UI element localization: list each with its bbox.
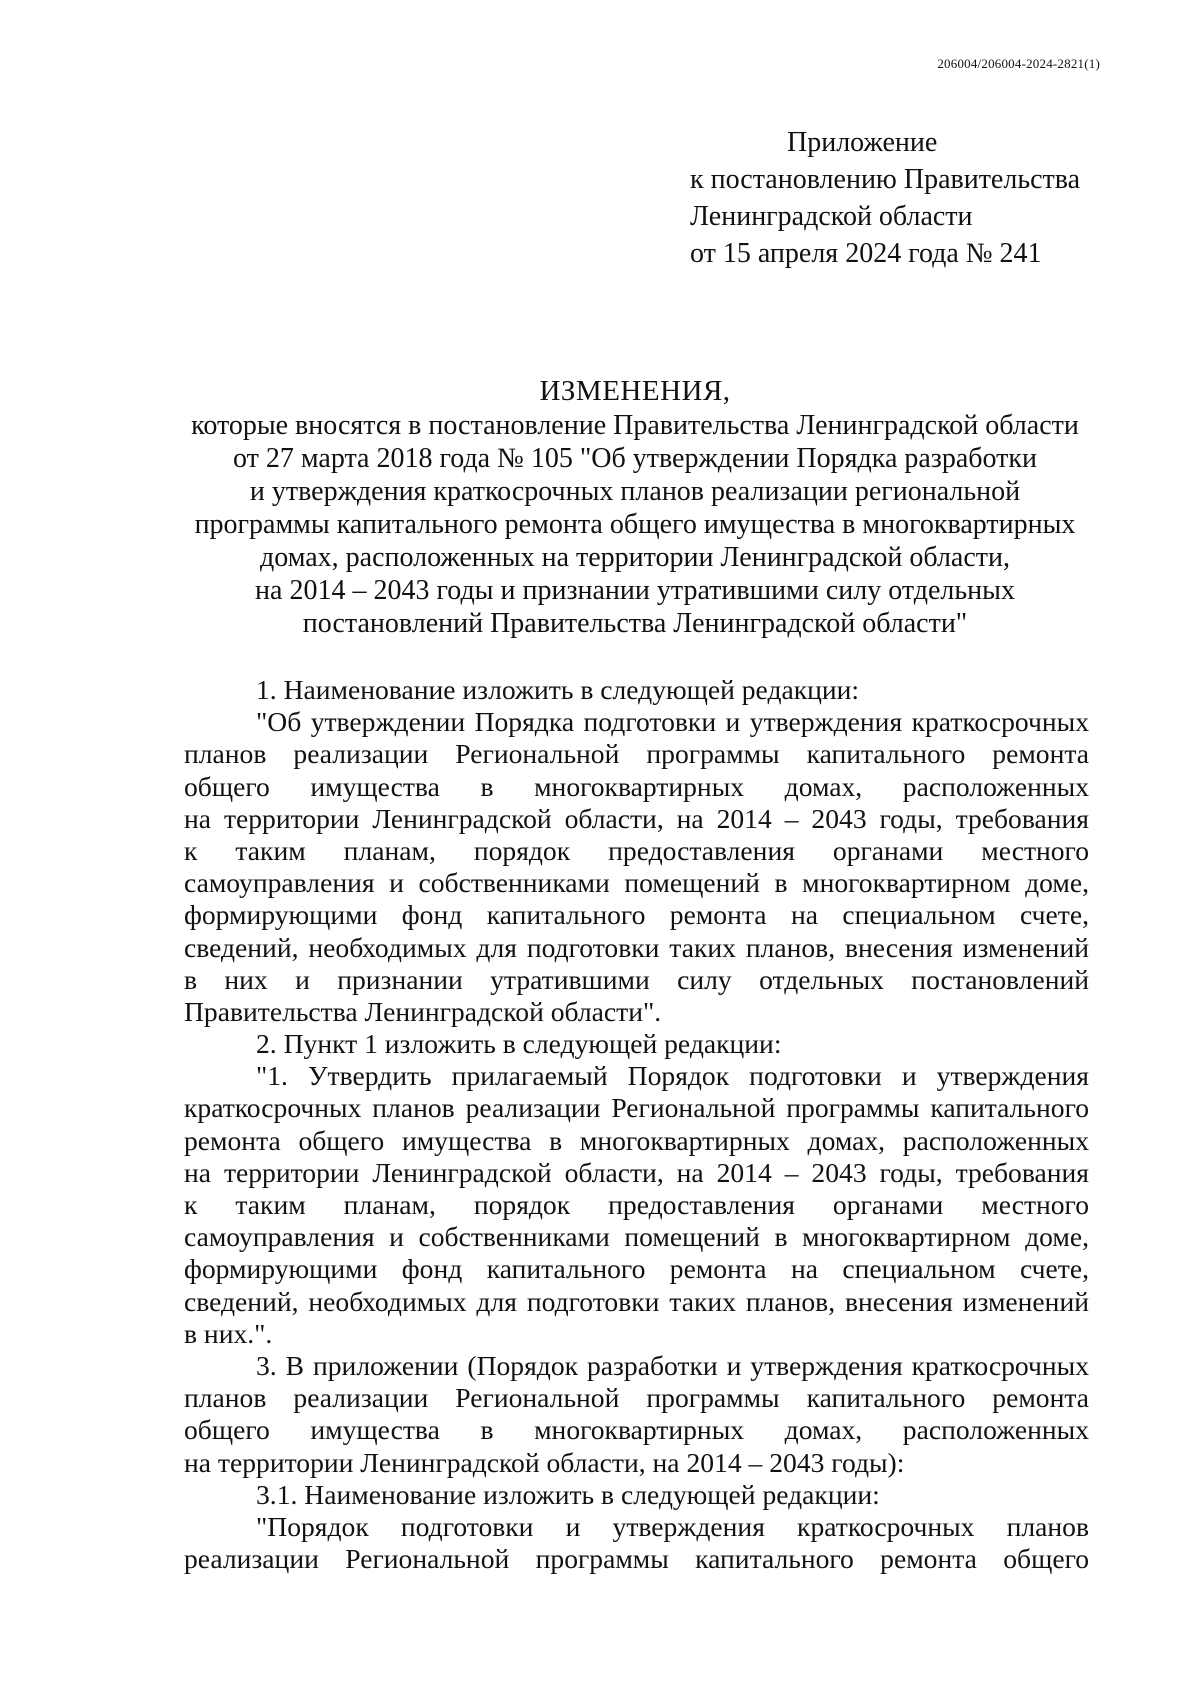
subtitle-line: постановлений Правительства Ленинградской области"	[302, 608, 968, 639]
appendix-line: от 15 апреля 2024 года № 241	[690, 238, 1042, 269]
body-line: формирующими фонд капитального ремонта на специальном счете,	[184, 899, 1089, 931]
body-line: 3.1. Наименование изложить в следующей редакции:	[256, 1478, 880, 1510]
body-line: сведений, необходимых для подготовки таких планов, внесения изменений	[184, 931, 1089, 963]
body-line: к таким планам, порядок предоставления органами местного	[184, 1189, 1089, 1220]
document-registration-number: 206004/206004-2024-2821(1)	[937, 56, 1100, 71]
appendix-header	[690, 124, 1110, 272]
subtitle-line: на 2014 – 2043 годы и признании утратившими силу отдельных	[255, 575, 1015, 606]
body-line: на территории Ленинградской области, на 2014 – 2043 годы, требования	[184, 1156, 1089, 1188]
body-line: Правительства Ленинградской области".	[184, 995, 662, 1027]
body-line: планов реализации Региональной программы капитального ремонта	[184, 1382, 1089, 1414]
body-line: самоуправления и собственниками помещений в многоквартирном доме,	[184, 1221, 1089, 1253]
body-line: общего имущества в многоквартирных домах, расположенных	[184, 1414, 1089, 1446]
body-line: самоуправления и собственниками помещений в многоквартирном доме,	[184, 867, 1089, 899]
body-line: "Порядок подготовки и утверждения краткосрочных планов	[256, 1510, 1089, 1542]
body-line: к таким планам, порядок предоставления органами местного	[184, 834, 1089, 866]
body-line: 1. Наименование изложить в следующей редакции:	[256, 674, 860, 705]
subtitle-line: от 27 марта 2018 года № 105 "Об утверждении Порядка разработки	[233, 443, 1037, 474]
appendix-line: Ленинградской области	[690, 201, 973, 232]
subtitle-line: и утверждения краткосрочных планов реализации региональной	[249, 476, 1021, 507]
body-line: общего имущества в многоквартирных домах, расположенных	[184, 770, 1089, 802]
body-line: сведений, необходимых для подготовки таких планов, внесения изменений	[184, 1285, 1089, 1317]
body-line: "1. Утвердить прилагаемый Порядок подготовки и утверждения	[256, 1060, 1089, 1092]
document-body	[184, 674, 1089, 1575]
subtitle-line: программы капитального ремонта общего имущества в многоквартирных	[194, 509, 1076, 540]
body-line: "Об утверждении Порядка подготовки и утверждения краткосрочных	[256, 706, 1089, 738]
body-line: планов реализации Региональной программы капитального ремонта	[184, 738, 1089, 770]
body-line: формирующими фонд капитального ремонта на специальном счете,	[184, 1253, 1089, 1285]
document-title: ИЗМЕНЕНИЯ,	[539, 375, 731, 407]
body-line: в них.".	[184, 1317, 273, 1349]
body-line: реализации Региональной программы капитального ремонта общего	[184, 1543, 1089, 1575]
body-line: на территории Ленинградской области, на 2014 – 2043 годы):	[184, 1446, 905, 1478]
appendix-line: к постановлению Правительства	[690, 164, 1081, 195]
document-heading	[170, 374, 1100, 640]
body-line: 2. Пункт 1 изложить в следующей редакции:	[256, 1028, 782, 1060]
body-line: на территории Ленинградской области, на 2014 – 2043 годы, требования	[184, 802, 1089, 834]
body-line: ремонта общего имущества в многоквартирных домах, расположенных	[184, 1124, 1089, 1156]
body-line: краткосрочных планов реализации Региональной программы капитального	[184, 1092, 1089, 1124]
subtitle-line: которые вносятся в постановление Правительства Ленинградской области	[191, 410, 1079, 441]
body-line: в них и признании утратившими силу отдельных постановлений	[184, 963, 1089, 995]
body-line: 3. В приложении (Порядок разработки и утверждения краткосрочных	[256, 1349, 1089, 1381]
appendix-line: Приложение	[787, 127, 938, 158]
subtitle-line: домах, расположенных на территории Ленинградской области,	[259, 542, 1011, 573]
